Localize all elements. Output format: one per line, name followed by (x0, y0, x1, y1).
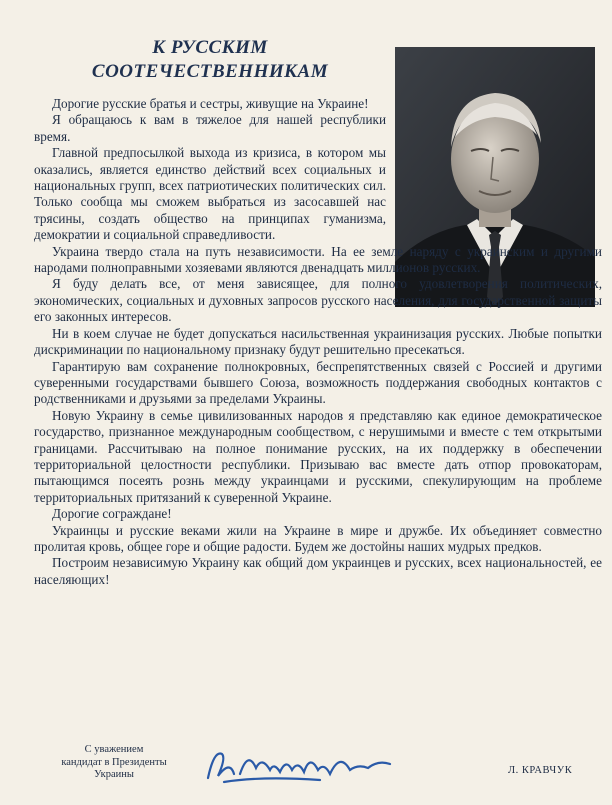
paragraph: Дорогие русские братья и сестры, живущие на Украине! (52, 96, 369, 111)
closing-block (44, 744, 184, 782)
paragraph: Главной предпосылкой выхода из кризиса, в котором мы оказались, является единство действий всех социальных и национальных групп, всех патриотических политических сил. Только сообща мы сможем выбраться из засосавшей нас трясины, создать общество на принципах гуманизма, демократии и социальной справедливости. (34, 145, 386, 243)
page-title (40, 36, 380, 84)
title-line-2: СООТЕЧЕСТВЕННИКАМ (91, 61, 329, 82)
title-line-1: К РУССКИМ (152, 37, 268, 58)
paragraph: Я буду делать все, от меня зависящее, для полного удовлетворения политических, экономических, социальных и духовных запросов русского населения, для государственной защиты его законных интересов. (34, 276, 602, 325)
closing-line: Украины (94, 769, 134, 780)
paragraph: Я обращаюсь к вам в тяжелое для нашей республики время. (34, 112, 386, 144)
paragraph: Гарантирую вам сохранение полнокровных, беспрепятственных связей с Россией и другими суверенными государствами бывшего Союза, возможность поддержания свободных контактов с родственниками и друзьями за пределами Украины. (34, 358, 602, 407)
paragraph: Ни в коем случае не будет допускаться насильственная украинизация русских. Любые попытки дискриминации по национальному признаку будут решительно пресекаться. (34, 325, 602, 358)
letter-body (34, 96, 602, 588)
paragraph: Новую Украину в семье цивилизованных народов я представляю как единое демократическое государство, признанное международным сообществом, с нерушимыми и вместе с тем открытыми границами. Рассчитываю на полное понимание русских, на их поддержку в обеспечении территориальной целостности республики. Призываю вас вместе дать отпор провокаторам, пытающимся посеять рознь между украинцами и русскими, спекулирующим на проблеме территориальных притязаний к суверенной Украине. (34, 407, 602, 505)
paragraph: Дорогие сограждане! (52, 506, 172, 522)
closing-line: С уважением (84, 744, 144, 755)
paragraph: Украина твердо стала на путь независимости. На ее земле наряду с украинским и другими народами полноправными хозяевами являются двенадцать миллионов русских. (34, 243, 602, 276)
paragraph: Украинцы и русские веками жили на Украине в мире и дружбе. Их объединяет совместно пролитая кровь, общее горе и общие радости. Будем же достойны наших мудрых предков. (34, 522, 602, 554)
closing-line: кандидат в Президенты (61, 756, 167, 768)
handwritten-signature (200, 740, 400, 790)
paragraph: Построим независимую Украину как общий дом украинцев и русских, всех национальностей, ее населяющих! (34, 555, 602, 587)
signatory-name: Л. КРАВЧУК (508, 765, 573, 776)
